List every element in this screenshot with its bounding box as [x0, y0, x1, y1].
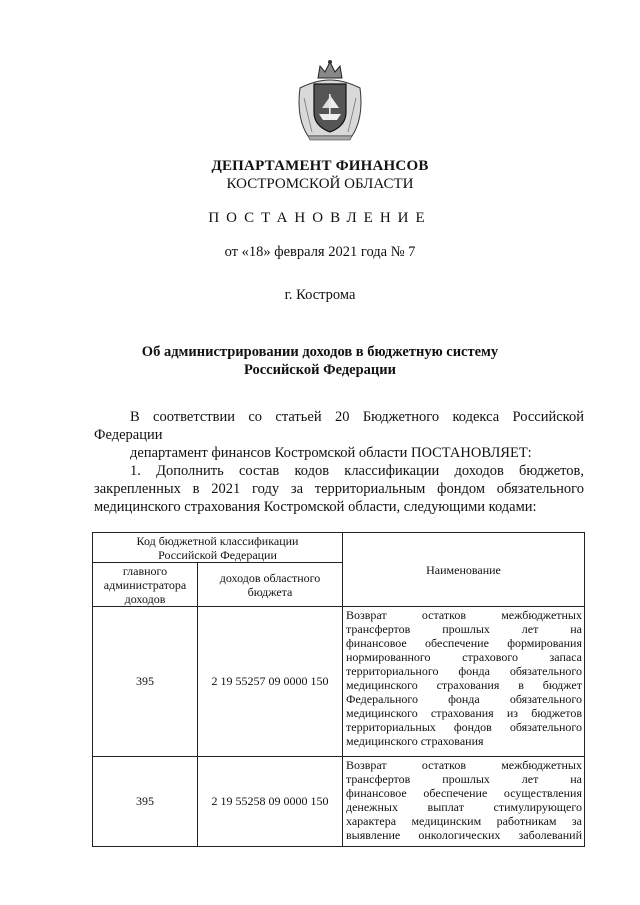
department-title: ДЕПАРТАМЕНТ ФИНАНСОВ	[211, 158, 429, 174]
region-title: КОСТРОМСКОЙ ОБЛАСТИ	[226, 176, 414, 192]
header-name: Наименование	[343, 533, 585, 607]
document-subject	[0, 343, 640, 379]
row-name: Возврат остатков межбюджетных трансфертов прошлых лет на финансовое обеспечение осуществления денежных выплат стимулирующего характера медицинским работникам за выявление онкологических заболеваний	[343, 757, 585, 847]
paragraph-3-line-3: медицинского страхования Костромской области, следующими кодами:	[94, 499, 537, 515]
paragraph-3-line-1: 1. Дополнить состав кодов классификации доходов бюджетов,	[130, 463, 584, 479]
table-row	[93, 757, 585, 847]
table-row	[93, 607, 585, 757]
header-income-code: доходов областного бюджета	[198, 563, 343, 607]
row-admin-code: 395	[93, 757, 198, 847]
row-name: Возврат остатков межбюджетных трансфертов прошлых лет на финансовое обеспечение формирования нормированного страхового запаса территориального фонда обязательного медицинского страхования в бюджет Федерального фонда обязательного медицинского страхования из бюджетов территориальных фондов обязательного медицинского страхования	[343, 607, 585, 757]
header-code-group: Код бюджетной классификации Российской Федерации	[93, 533, 343, 563]
paragraph-1-line-2: Федерации	[94, 427, 163, 443]
paragraph-1-line-1: В соответствии со статьей 20 Бюджетного кодекса Российской	[130, 409, 584, 425]
paragraph-3-line-2: закрепленных в 2021 году за территориальным фондом обязательного	[94, 481, 584, 497]
coat-of-arms-emblem	[294, 58, 366, 144]
subject-line-1: Об администрировании доходов в бюджетную систему	[141, 344, 499, 360]
row-income-code: 2 19 55257 09 0000 150	[198, 607, 343, 757]
header-admin-code: главного администратора доходов	[93, 563, 198, 607]
row-admin-code: 395	[93, 607, 198, 757]
document-city: г. Кострома	[284, 287, 356, 303]
paragraph-2: департамент финансов Костромской области ПОСТАНОВЛЯЕТ:	[130, 445, 532, 461]
subject-line-2: Российской Федерации	[243, 362, 396, 378]
document-type: ПОСТАНОВЛЕНИЕ	[208, 210, 432, 226]
row-income-code: 2 19 55258 09 0000 150	[198, 757, 343, 847]
budget-codes-table	[92, 532, 585, 847]
document-date-number: от «18» февраля 2021 года № 7	[224, 244, 416, 260]
table-header-row-1	[93, 533, 585, 563]
